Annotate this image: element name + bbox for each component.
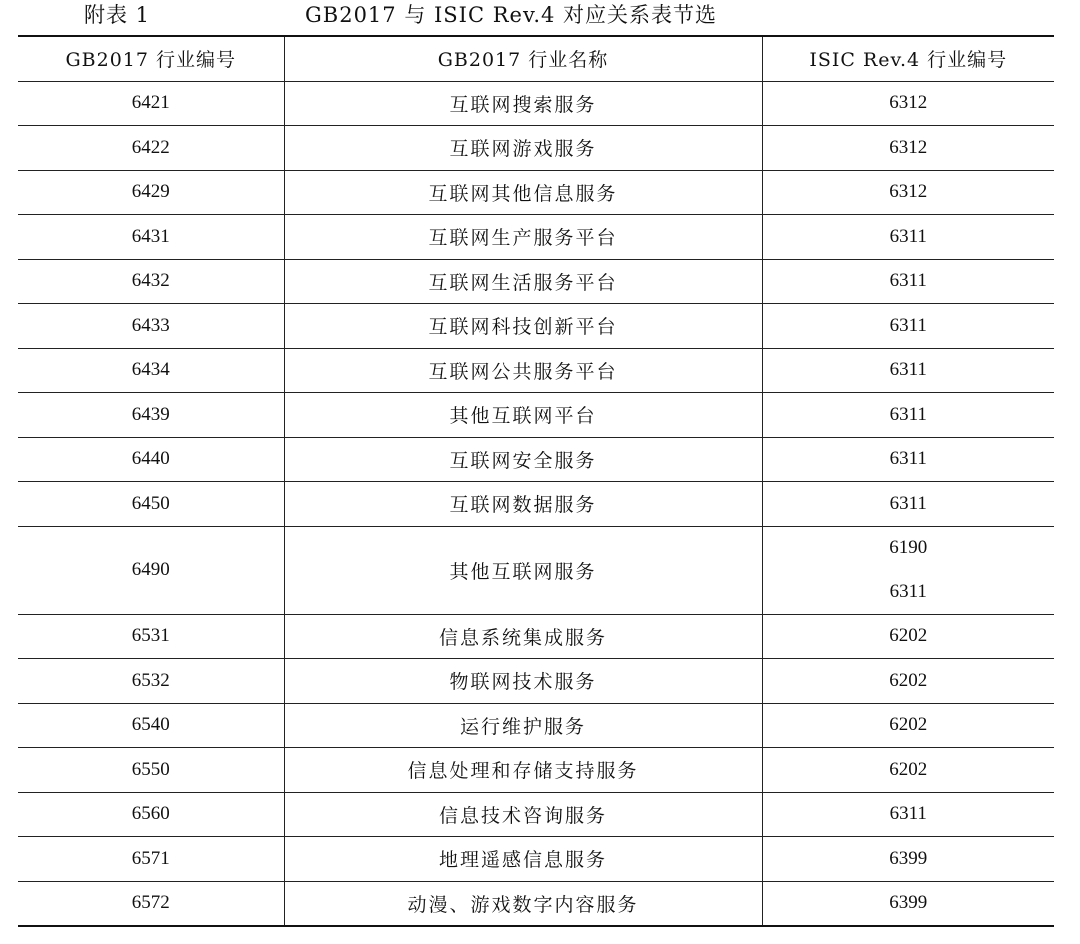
table-row — [18, 170, 1054, 215]
isic-code-cell: 6311 — [762, 215, 1054, 260]
gb-code-cell: 6531 — [18, 614, 284, 659]
header-gb-code: GB2017 行业编号 — [18, 36, 284, 81]
isic-code-cell: 6202 — [762, 614, 1054, 659]
table-row — [18, 304, 1054, 349]
table-row — [18, 659, 1054, 704]
isic-code-cell: 6190 — [762, 526, 1054, 570]
table-row — [18, 614, 1054, 659]
isic-code-cell: 6311 — [762, 393, 1054, 438]
isic-code-cell: 6399 — [762, 837, 1054, 882]
gb-name-cell: 物联网技术服务 — [284, 659, 762, 704]
table-header-row — [18, 36, 1054, 81]
isic-code-cell: 6311 — [762, 792, 1054, 837]
table-row — [18, 792, 1054, 837]
gb-code-cell: 6439 — [18, 393, 284, 438]
table-row — [18, 837, 1054, 882]
table-row — [18, 393, 1054, 438]
isic-code-cell: 6311 — [762, 437, 1054, 482]
table-row — [18, 348, 1054, 393]
isic-code-cell: 6311 — [762, 259, 1054, 304]
isic-code-cell: 6399 — [762, 881, 1054, 926]
caption-title: GB2017 与 ISIC Rev.4 对应关系表节选 — [305, 3, 718, 27]
gb-code-cell: 6532 — [18, 659, 284, 704]
table-row — [18, 748, 1054, 793]
gb-name-cell: 互联网数据服务 — [284, 482, 762, 527]
gb-code-cell: 6540 — [18, 703, 284, 748]
gb-name-cell: 信息系统集成服务 — [284, 614, 762, 659]
table-row — [18, 526, 1054, 570]
gb-name-cell: 互联网科技创新平台 — [284, 304, 762, 349]
gb-code-cell: 6560 — [18, 792, 284, 837]
table-body — [18, 81, 1054, 926]
gb-code-cell: 6572 — [18, 881, 284, 926]
isic-code-cell: 6311 — [762, 570, 1054, 614]
gb-code-cell: 6432 — [18, 259, 284, 304]
gb-name-cell: 互联网其他信息服务 — [284, 170, 762, 215]
table-row — [18, 482, 1054, 527]
gb-name-cell: 互联网生产服务平台 — [284, 215, 762, 260]
gb-code-cell: 6434 — [18, 348, 284, 393]
gb-name-cell: 信息处理和存储支持服务 — [284, 748, 762, 793]
gb-name-cell: 互联网安全服务 — [284, 437, 762, 482]
table-caption — [0, 0, 1080, 34]
isic-code-cell: 6202 — [762, 659, 1054, 704]
table-row — [18, 215, 1054, 260]
gb-code-cell: 6440 — [18, 437, 284, 482]
gb-code-cell: 6429 — [18, 170, 284, 215]
gb-name-cell: 其他互联网服务 — [284, 526, 762, 614]
isic-code-cell: 6311 — [762, 482, 1054, 527]
table-row — [18, 126, 1054, 171]
gb-name-cell: 地理遥感信息服务 — [284, 837, 762, 882]
table-row — [18, 81, 1054, 126]
gb-name-cell: 其他互联网平台 — [284, 393, 762, 438]
isic-code-cell: 6312 — [762, 81, 1054, 126]
gb-code-cell: 6421 — [18, 81, 284, 126]
industry-mapping-table — [18, 35, 1054, 927]
header-gb-name: GB2017 行业名称 — [284, 36, 762, 81]
caption-label: 附表 1 — [84, 3, 151, 27]
gb-name-cell: 互联网游戏服务 — [284, 126, 762, 171]
gb-name-cell: 互联网搜索服务 — [284, 81, 762, 126]
gb-name-cell: 运行维护服务 — [284, 703, 762, 748]
gb-code-cell: 6450 — [18, 482, 284, 527]
isic-code-cell: 6202 — [762, 748, 1054, 793]
isic-code-cell: 6311 — [762, 348, 1054, 393]
gb-code-cell: 6490 — [18, 526, 284, 614]
isic-code-cell: 6312 — [762, 126, 1054, 171]
isic-code-cell: 6312 — [762, 170, 1054, 215]
gb-code-cell: 6571 — [18, 837, 284, 882]
gb-name-cell: 互联网公共服务平台 — [284, 348, 762, 393]
table-row — [18, 881, 1054, 926]
header-isic-code: ISIC Rev.4 行业编号 — [762, 36, 1054, 81]
table-row — [18, 703, 1054, 748]
gb-name-cell: 信息技术咨询服务 — [284, 792, 762, 837]
gb-code-cell: 6431 — [18, 215, 284, 260]
gb-code-cell: 6433 — [18, 304, 284, 349]
gb-name-cell: 动漫、游戏数字内容服务 — [284, 881, 762, 926]
isic-code-cell: 6202 — [762, 703, 1054, 748]
table-row — [18, 259, 1054, 304]
gb-name-cell: 互联网生活服务平台 — [284, 259, 762, 304]
table-row — [18, 437, 1054, 482]
gb-code-cell: 6422 — [18, 126, 284, 171]
isic-code-cell: 6311 — [762, 304, 1054, 349]
gb-code-cell: 6550 — [18, 748, 284, 793]
